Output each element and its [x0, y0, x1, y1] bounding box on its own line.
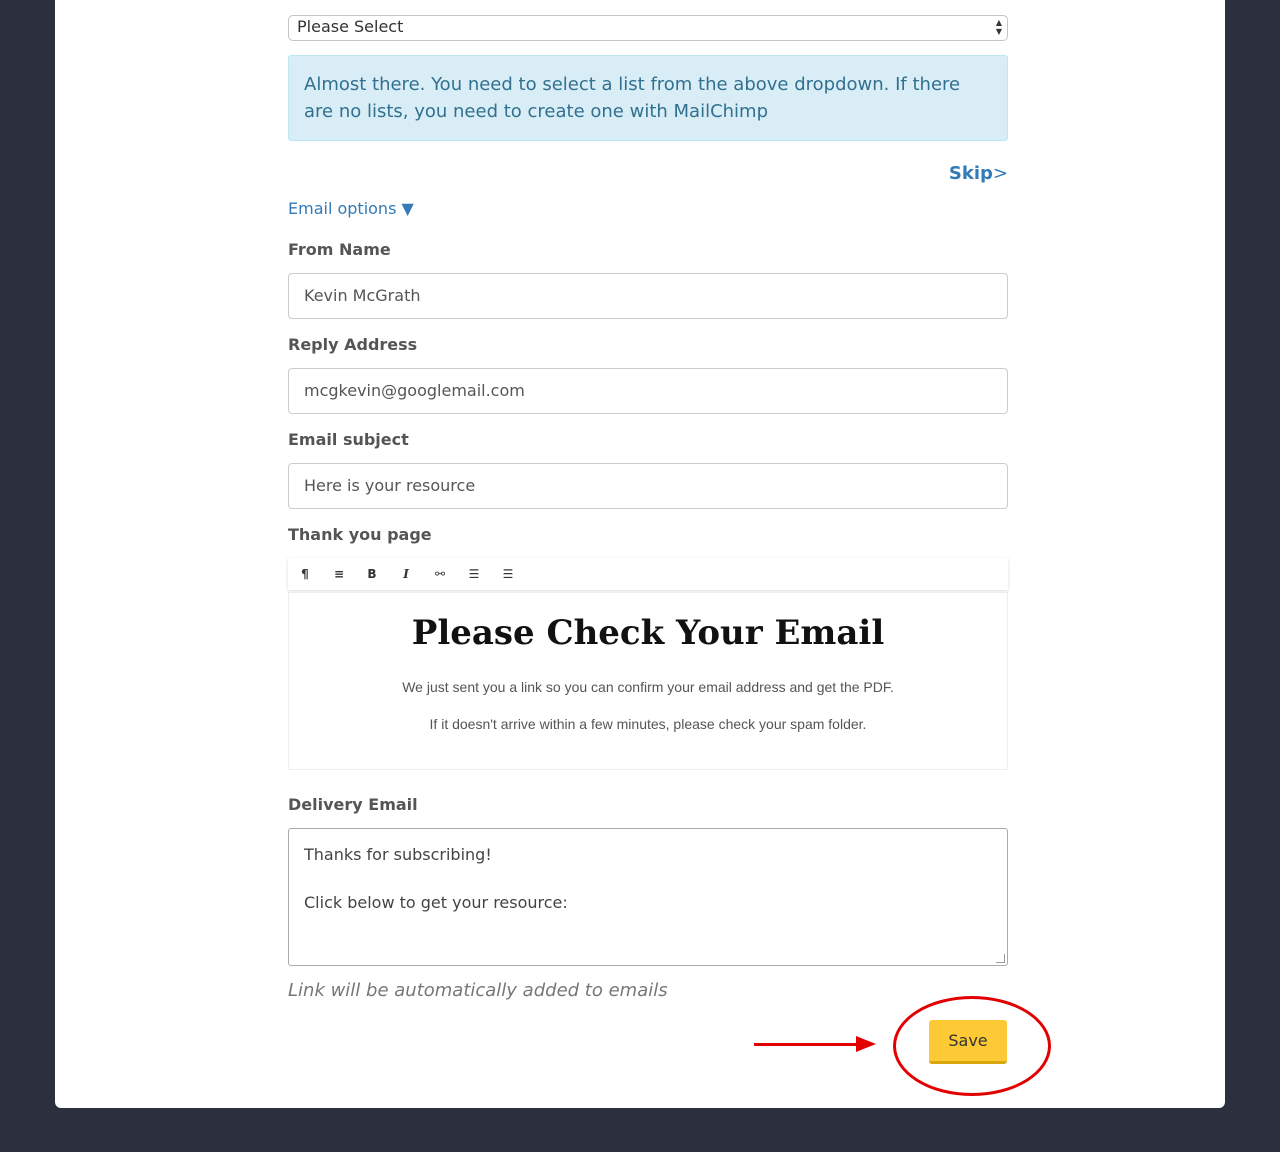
link-icon[interactable]: ⚯ [434, 567, 446, 581]
thank-you-paragraph-2: If it doesn't arrive within a few minutes, please check your spam folder. [429, 716, 867, 732]
email-options-label: Email options [288, 199, 397, 218]
thank-you-paragraph-1: We just sent you a link so you can confirm your email address and get the PDF. [402, 679, 894, 695]
email-subject-label: Email subject [288, 430, 409, 449]
list-select[interactable] [288, 15, 1008, 41]
annotation-arrow-head-icon [856, 1036, 876, 1052]
thank-you-page-label: Thank you page [288, 525, 432, 544]
italic-icon[interactable]: I [403, 567, 409, 581]
delivery-email-line-2: Click below to get your resource: [304, 893, 568, 912]
from-name-input[interactable]: Kevin McGrath [288, 273, 1008, 319]
annotation-arrow [754, 1043, 858, 1046]
reply-address-input[interactable]: mcgkevin@googlemail.com [288, 368, 1008, 414]
caret-down-icon: ▼ [401, 199, 414, 218]
list-select-value: Please Select [297, 17, 404, 36]
link-hint: Link will be automatically added to emails [288, 980, 668, 1001]
save-button[interactable]: Save [929, 1020, 1007, 1064]
bold-icon[interactable]: B [367, 567, 377, 581]
delivery-email-line-1: Thanks for subscribing! [304, 845, 492, 864]
resize-handle-icon[interactable] [996, 954, 1005, 963]
form-panel [55, 0, 1225, 1108]
from-name-label: From Name [288, 240, 391, 259]
delivery-email-textarea[interactable] [288, 828, 1008, 966]
paragraph-icon[interactable]: ¶ [301, 567, 309, 581]
skip-link[interactable] [949, 163, 1008, 184]
email-subject-input[interactable]: Here is your resource [288, 463, 1008, 509]
chevron-right-icon: > [992, 163, 1008, 184]
skip-label: Skip [948, 163, 993, 184]
thank-you-heading: Please Check Your Email [411, 613, 885, 653]
bullet-list-icon[interactable]: ☰ [468, 567, 480, 581]
email-options-toggle[interactable] [288, 199, 414, 218]
info-alert: Almost there. You need to select a list from the above dropdown. If there are no lists, you need to create one with MailChimp [288, 55, 1008, 141]
thank-you-editor[interactable] [288, 592, 1008, 770]
annotation-circle [893, 996, 1051, 1096]
select-arrows-icon: ▲ ▼ [995, 18, 1003, 36]
delivery-email-label: Delivery Email [288, 795, 418, 814]
reply-address-label: Reply Address [288, 335, 418, 354]
numbered-list-icon[interactable]: ☰ [502, 567, 514, 581]
align-icon[interactable]: ≡ [333, 567, 345, 581]
editor-toolbar [288, 558, 1008, 590]
